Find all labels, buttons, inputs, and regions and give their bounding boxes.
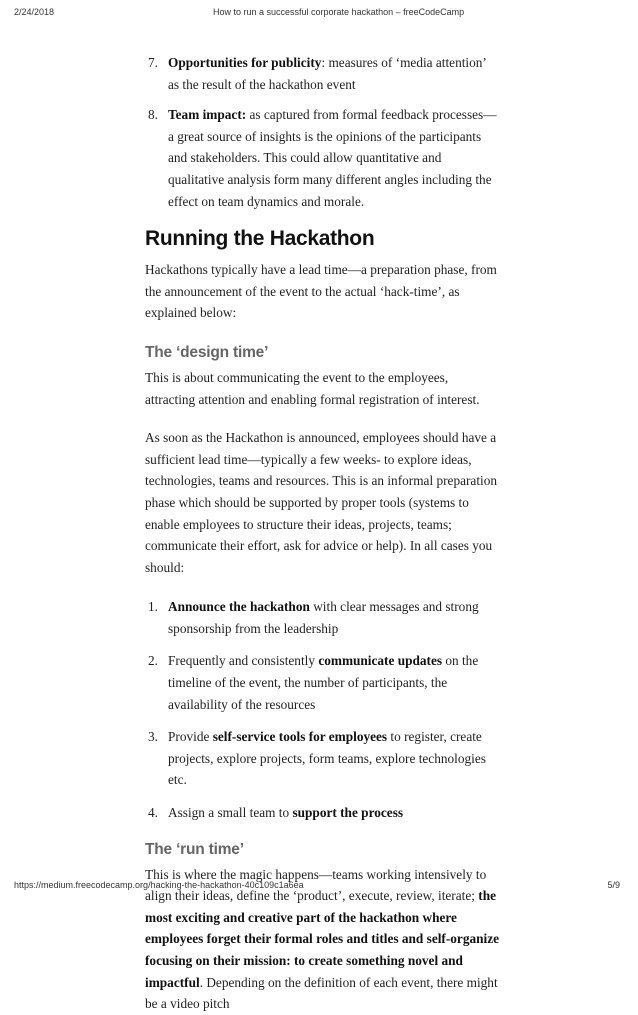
list-item-bold: communicate updates	[318, 653, 443, 669]
source-url: https://medium.freecodecamp.org/hacking-the-hackathon-40c109c1a6ea	[14, 880, 304, 890]
list-item-number: 8.	[148, 107, 158, 123]
section-heading: Running the Hackathon	[145, 227, 375, 251]
list-item-bold: support the process	[292, 805, 404, 821]
list-item-post: to register, create projects, explore projects, form teams, explore technologies etc.	[168, 729, 486, 788]
list-item-post: with clear messages and strong sponsorship from the leadership	[168, 599, 479, 636]
print-page-title: How to run a successful corporate hackathon – freeCodeCamp	[213, 7, 465, 17]
list-item-number: 2.	[148, 653, 158, 669]
design-time-heading: The ‘design time’	[145, 343, 269, 361]
list-item-bold: Team impact:	[168, 107, 247, 123]
list-item-bold: Announce the hackathon	[168, 599, 310, 615]
article-content	[145, 52, 500, 1015]
list-item-post: on the timeline of the event, the number of participants, the availability of the resources	[168, 653, 479, 712]
run-time-text-end: . Depending on the definition of each event, there might be a video pitch	[145, 974, 498, 1012]
list-item-pre: Provide	[168, 729, 213, 745]
list-item-number: 7.	[148, 55, 158, 70]
list-item	[145, 650, 500, 715]
list-item-text: as captured from formal feedback processes—a great source of insights is the opinions of the participants and stakeholders. This could allow quantitative and qualitative analysis form many different angles including the effect on team dynamics and morale.	[168, 107, 497, 209]
print-date: 2/24/2018	[14, 7, 55, 17]
design-time-paragraph-2: As soon as the Hackathon is announced, employees should have a sufficient lead time—typically a few weeks- to explore ideas, technologies, teams and resources. This is an informal preparation phase which should be supported by proper tools (systems to enable employees to structure their ideas, projects, teams; communicate their effort, ask for advice or help). In all cases you should:	[145, 430, 498, 575]
list-item-bold: Opportunities for publicity	[168, 55, 322, 70]
run-time-text: This is where the magic happens—teams working intensively to align their ideas, define the ‘product’, execute, review, iterate;	[145, 866, 487, 904]
page-number: 5/9	[607, 880, 620, 890]
design-time-list	[145, 596, 500, 823]
list-item-number: 4.	[148, 805, 158, 821]
list-item-pre: Assign a small team to	[168, 805, 293, 821]
list-item	[145, 104, 500, 212]
list-item	[145, 52, 500, 95]
list-item	[145, 596, 500, 639]
section-intro: Hackathons typically have a lead time—a preparation phase, from the announcement of the event to the actual ‘hack-time’, as explained below:	[145, 262, 497, 321]
list-item-number: 3.	[148, 729, 158, 745]
list-item-number: 1.	[148, 599, 158, 615]
metrics-list-continued	[145, 52, 500, 212]
run-time-emphasis: the most exciting and creative part of the hackathon where employees forget their formal roles and titles and self-organize focusing on their mission: to create something novel and impactful	[145, 888, 500, 990]
design-time-paragraph-1: This is about communicating the event to the employees, attracting attention and enabling formal registration of interest.	[145, 369, 480, 407]
list-item	[145, 726, 500, 791]
list-item-bold: self-service tools for employees	[212, 729, 388, 745]
run-time-heading: The ‘run time’	[145, 840, 244, 858]
list-item-text: : measures of ‘media attention’ as the result of the hackathon event	[168, 55, 486, 92]
list-item-pre: Frequently and consistently	[168, 653, 319, 669]
list-item	[145, 802, 500, 824]
